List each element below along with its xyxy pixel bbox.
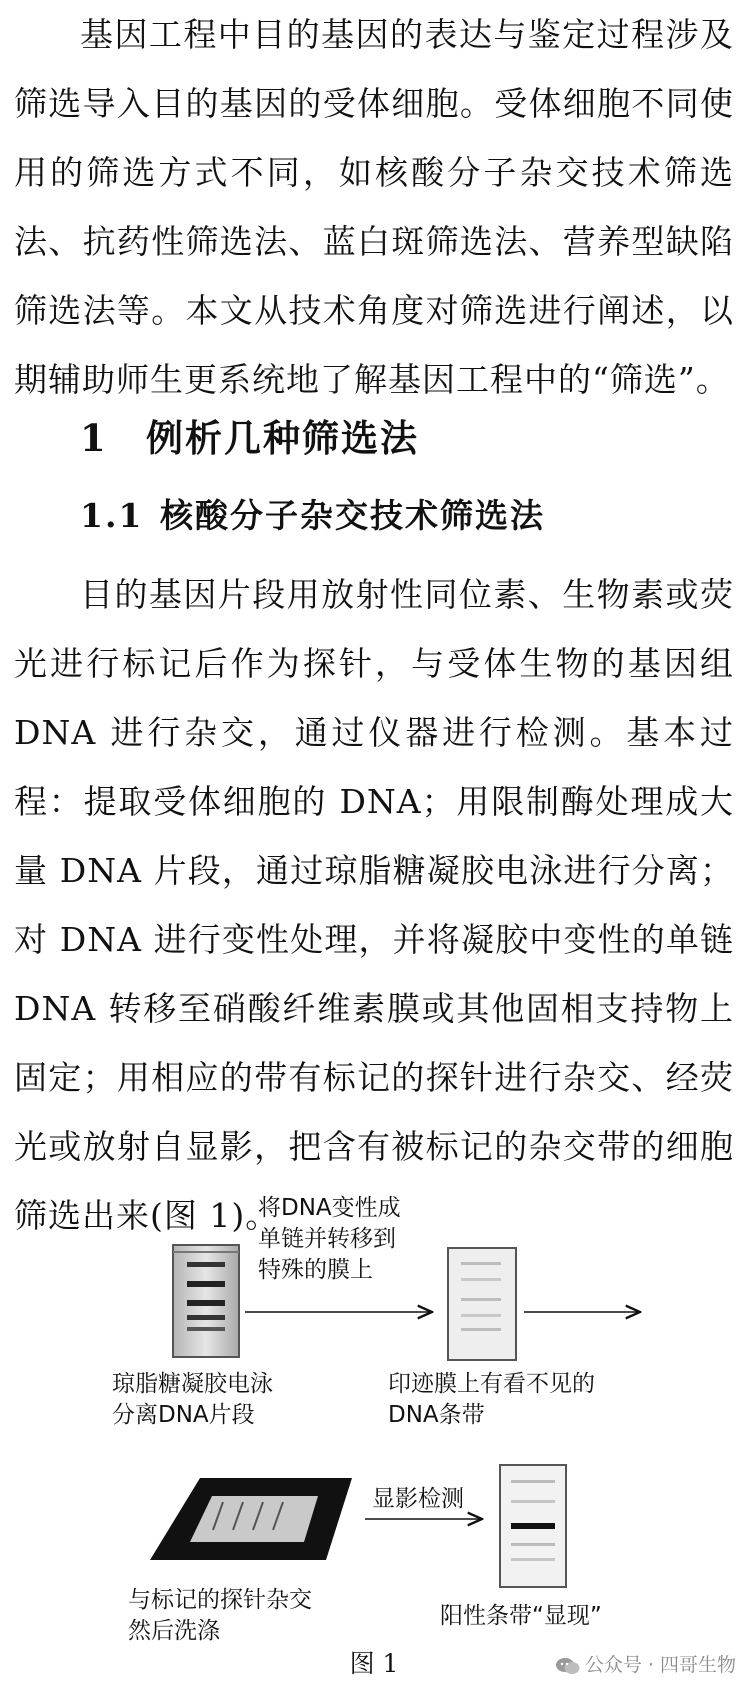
- membrane-caption: 印迹膜上有看不见的 DNA条带: [388, 1371, 595, 1428]
- membrane-image: [448, 1248, 516, 1360]
- subsection-heading-1-1: [80, 490, 545, 537]
- gel-image: [173, 1245, 239, 1357]
- wechat-icon: [555, 1656, 581, 1676]
- figure-caption: 图 1: [349, 1649, 399, 1678]
- section-heading-1: [80, 408, 419, 462]
- hybridization-tray-image: [150, 1478, 352, 1560]
- transfer-label: 将DNA变性成 单链并转移到 特殊的膜上: [258, 1195, 401, 1283]
- hybrid-caption: 与标记的探针杂交 然后洗涤: [128, 1587, 312, 1644]
- watermark: [555, 1650, 736, 1677]
- subsection-number: 1.1: [80, 496, 144, 535]
- body-paragraph-1-1: 目的基因片段用放射性同位素、生物素或荧光进行标记后作为探针，与受体生物的基因组 DNA 进行杂交，通过仪器进行检测。基本过程：提取受体细胞的 DNA；用限制酶处理成大量 DNA 片段，通过琼脂糖凝胶电泳进行分离；对 DNA 进行变性处理，并将凝胶中变性的单链 DNA 转移至硝酸纤维素膜或其他固相支持物上固定；用相应的带有标记的探针进行杂交、经荧光或放射自显影，把含有被标记的杂交带的细胞筛选出来(图 1)。: [14, 575, 734, 1235]
- develop-label: 显影检测: [372, 1486, 464, 1512]
- section-title: 例析几种筛选法: [146, 417, 419, 460]
- section-number: 1: [80, 416, 108, 460]
- watermark-text: 公众号 · 四哥生物: [584, 1654, 736, 1676]
- gel-caption: 琼脂糖凝胶电泳 分离DNA片段: [112, 1371, 273, 1428]
- subsection-title: 核酸分子杂交技术筛选法: [160, 496, 545, 535]
- positive-caption: 阳性条带“显现”: [440, 1603, 602, 1629]
- intro-paragraph: 基因工程中目的基因的表达与鉴定过程涉及筛选导入目的基因的受体细胞。受体细胞不同使用的筛选方式不同，如核酸分子杂交技术筛选法、抗药性筛选法、蓝白斑筛选法、营养型缺陷筛选法等。本文从技术角度对筛选进行阐述，以期辅助师生更系统地了解基因工程中的“筛选”。: [14, 15, 734, 399]
- developed-film-image: [500, 1465, 566, 1587]
